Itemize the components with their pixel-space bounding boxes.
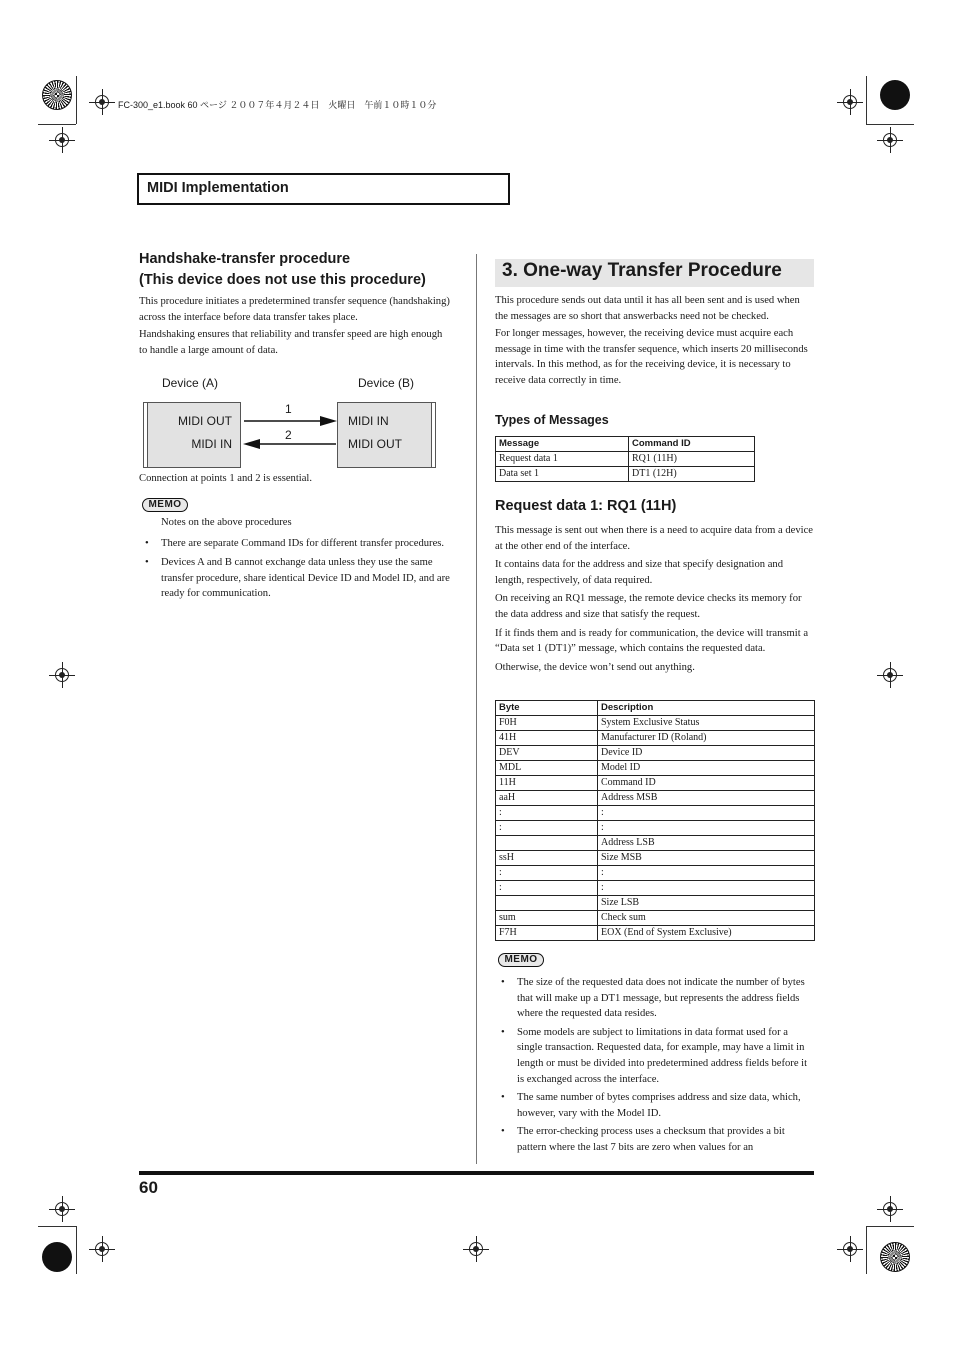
device-a-label: Device (A) bbox=[162, 376, 219, 390]
crosshair-mark bbox=[883, 133, 897, 147]
table-cell: Address MSB bbox=[598, 791, 815, 806]
device-a-port-out: MIDI OUT bbox=[178, 414, 232, 428]
table-header-row bbox=[496, 437, 755, 452]
column-divider bbox=[476, 254, 477, 1164]
device-a-port-in: MIDI IN bbox=[191, 437, 232, 451]
list-item: • The size of the requested data does not indicate the number of bytes that will make up a DT1 message, but represents the address fields where the requested data resides. bbox=[495, 975, 815, 1022]
list-item: • Some models are subject to limitations in data format used for a single transaction. Requested data, for example, may have a limit in length or must be divided into predetermined address fields before it is exchanged across the interface. bbox=[495, 1025, 815, 1087]
right-memo-content bbox=[495, 975, 815, 1160]
table-cell: : bbox=[496, 866, 598, 881]
memo-bullet-list bbox=[495, 975, 815, 1156]
list-item: • Devices A and B cannot exchange data unless they use the same transfer procedure, share identical Device ID and Model ID, and are ready for communication. bbox=[139, 555, 459, 602]
device-b-port-out: MIDI OUT bbox=[348, 437, 402, 451]
handshake-diagram bbox=[140, 370, 450, 470]
crosshair-mark bbox=[883, 668, 897, 682]
table-cell: MDL bbox=[496, 761, 598, 776]
table-cell: Command ID bbox=[598, 776, 815, 791]
table-cell: : bbox=[496, 881, 598, 896]
table-row bbox=[496, 731, 815, 746]
table-cell: Model ID bbox=[598, 761, 815, 776]
table-cell: Check sum bbox=[598, 911, 815, 926]
paragraph: On receiving an RQ1 message, the remote device checks its memory for the data address and size that satisfy the request. bbox=[495, 593, 802, 620]
crop-line bbox=[866, 124, 914, 125]
table-cell bbox=[496, 896, 598, 911]
memo-bullet-list bbox=[139, 536, 459, 602]
list-item: • There are separate Command IDs for different transfer procedures. bbox=[139, 536, 459, 552]
memo-badge: MEMO bbox=[498, 953, 544, 967]
crop-line bbox=[76, 1226, 77, 1274]
table-cell: EOX (End of System Exclusive) bbox=[598, 926, 815, 941]
table-header-cell: Description bbox=[598, 701, 815, 716]
crosshair-mark bbox=[55, 133, 69, 147]
table-row bbox=[496, 467, 755, 482]
table-row bbox=[496, 896, 815, 911]
table-row bbox=[496, 836, 815, 851]
table-cell: : bbox=[598, 866, 815, 881]
left-heading-line1: Handshake-transfer procedure bbox=[139, 251, 351, 267]
table-cell: : bbox=[598, 821, 815, 836]
connection-arrows bbox=[242, 410, 338, 450]
table-cell: sum bbox=[496, 911, 598, 926]
crosshair-mark bbox=[95, 95, 109, 109]
table-row bbox=[496, 791, 815, 806]
right-intro bbox=[495, 293, 813, 389]
paragraph: If it finds them and is ready for communication, the device will transmit a “Data set 1 (DT1)” message, which contains the requested data. bbox=[495, 627, 809, 655]
table-row bbox=[496, 866, 815, 881]
device-a-box bbox=[143, 402, 241, 468]
footer-rule bbox=[139, 1171, 814, 1175]
left-memo-content bbox=[139, 515, 459, 606]
connection-label-1: 1 bbox=[285, 402, 292, 416]
registration-star-bottom-right bbox=[880, 1242, 910, 1272]
table-row bbox=[496, 851, 815, 866]
table-cell: DT1 (12H) bbox=[629, 467, 755, 482]
table-cell: aaH bbox=[496, 791, 598, 806]
registration-circle-bottom-left bbox=[42, 1242, 72, 1272]
memo-badge: MEMO bbox=[142, 498, 188, 512]
crop-line bbox=[38, 124, 76, 125]
section-header bbox=[137, 173, 510, 205]
table-row bbox=[496, 776, 815, 791]
device-b-label: Device (B) bbox=[358, 376, 415, 390]
crosshair-mark bbox=[95, 1242, 109, 1256]
rq1-heading: Request data 1: RQ1 (11H) bbox=[495, 498, 677, 514]
table-cell: Data set 1 bbox=[496, 467, 629, 482]
rq1-body bbox=[495, 523, 813, 675]
table-row bbox=[496, 821, 815, 836]
right-heading: 3. One-way Transfer Procedure bbox=[502, 260, 782, 281]
page-number: 60 bbox=[139, 1178, 158, 1197]
table-cell: F0H bbox=[496, 716, 598, 731]
crop-line bbox=[866, 1226, 867, 1274]
paragraph: It contains data for the address and size that specify designation and length, respectively, of data required. bbox=[495, 559, 783, 586]
paragraph: This procedure sends out data until it has all been sent and is used when the messages are so short that answerbacks need not be checked. bbox=[495, 295, 800, 322]
table-row bbox=[496, 746, 815, 761]
table-cell: Manufacturer ID (Roland) bbox=[598, 731, 815, 746]
connection-label-2: 2 bbox=[285, 428, 292, 442]
crop-line bbox=[866, 76, 867, 124]
list-item: • The same number of bytes comprises address and size data, which, however, vary with the Model ID. bbox=[495, 1090, 815, 1121]
registration-star-top-left bbox=[42, 80, 72, 110]
table-cell: : bbox=[598, 881, 815, 896]
crosshair-mark bbox=[55, 1202, 69, 1216]
table-row bbox=[496, 761, 815, 776]
table-cell bbox=[496, 836, 598, 851]
crop-line bbox=[76, 76, 77, 124]
arrow-out-head bbox=[320, 416, 337, 426]
crosshair-mark bbox=[469, 1242, 483, 1256]
crosshair-mark bbox=[843, 1242, 857, 1256]
left-body bbox=[139, 294, 451, 358]
table-cell: 41H bbox=[496, 731, 598, 746]
table-row bbox=[496, 806, 815, 821]
table-cell: RQ1 (11H) bbox=[629, 452, 755, 467]
print-header-text: FC-300_e1.book 60 ページ ２００７年４月２４日 火曜日 午前１０時１０分 bbox=[118, 100, 437, 110]
crosshair-mark bbox=[55, 668, 69, 682]
table-cell: Size LSB bbox=[598, 896, 815, 911]
types-table bbox=[495, 436, 755, 482]
table-cell: 11H bbox=[496, 776, 598, 791]
section-header-label: MIDI Implementation bbox=[147, 180, 289, 196]
table-cell: ssH bbox=[496, 851, 598, 866]
table-header-row bbox=[496, 701, 815, 716]
table-cell: Address LSB bbox=[598, 836, 815, 851]
table-cell: System Exclusive Status bbox=[598, 716, 815, 731]
table-row bbox=[496, 452, 755, 467]
table-row bbox=[496, 911, 815, 926]
crop-line bbox=[866, 1226, 914, 1227]
paragraph: Otherwise, the device won’t send out anything. bbox=[495, 661, 695, 673]
device-b-box bbox=[337, 402, 436, 468]
paragraph: This procedure initiates a predetermined transfer sequence (handshaking) across the interface before data transfer takes place. bbox=[139, 296, 450, 323]
left-heading bbox=[139, 249, 469, 291]
table-row bbox=[496, 881, 815, 896]
arrow-in-head bbox=[243, 439, 260, 449]
paragraph: Handshaking ensures that reliability and transfer speed are high enough to handle a large amount of data. bbox=[139, 329, 443, 356]
diagram-caption: Connection at points 1 and 2 is essential. bbox=[139, 473, 313, 484]
crop-line bbox=[38, 1226, 76, 1227]
table-cell: Size MSB bbox=[598, 851, 815, 866]
table-cell: Device ID bbox=[598, 746, 815, 761]
byte-table bbox=[495, 700, 815, 941]
table-header-cell: Message bbox=[496, 437, 629, 452]
list-item: • The error-checking process uses a checksum that provides a bit pattern where the last 7 bits are zero when values for an bbox=[495, 1124, 815, 1155]
crosshair-mark bbox=[843, 95, 857, 109]
right-heading-box bbox=[495, 259, 814, 287]
left-heading-line2: (This device does not use this procedure) bbox=[139, 272, 426, 288]
registration-circle-top-right bbox=[880, 80, 910, 110]
table-cell: : bbox=[496, 806, 598, 821]
paragraph: For longer messages, however, the receiving device must acquire each message in time with the transfer sequence, which inserts 20 milliseconds intervals. In this method, as for the receiving device, it is necessary to receive data correctly in time. bbox=[495, 328, 808, 386]
table-cell: : bbox=[496, 821, 598, 836]
paragraph: This message is sent out when there is a need to acquire data from a device at the other end of the interface. bbox=[495, 525, 813, 552]
table-cell: Request data 1 bbox=[496, 452, 629, 467]
memo-intro: Notes on the above procedures bbox=[161, 517, 292, 528]
types-heading: Types of Messages bbox=[495, 413, 609, 427]
table-cell: : bbox=[598, 806, 815, 821]
table-cell: F7H bbox=[496, 926, 598, 941]
device-b-port-in: MIDI IN bbox=[348, 414, 389, 428]
table-header-cell: Command ID bbox=[629, 437, 755, 452]
table-row bbox=[496, 926, 815, 941]
table-cell: DEV bbox=[496, 746, 598, 761]
table-header-cell: Byte bbox=[496, 701, 598, 716]
crosshair-mark bbox=[883, 1202, 897, 1216]
table-row bbox=[496, 716, 815, 731]
